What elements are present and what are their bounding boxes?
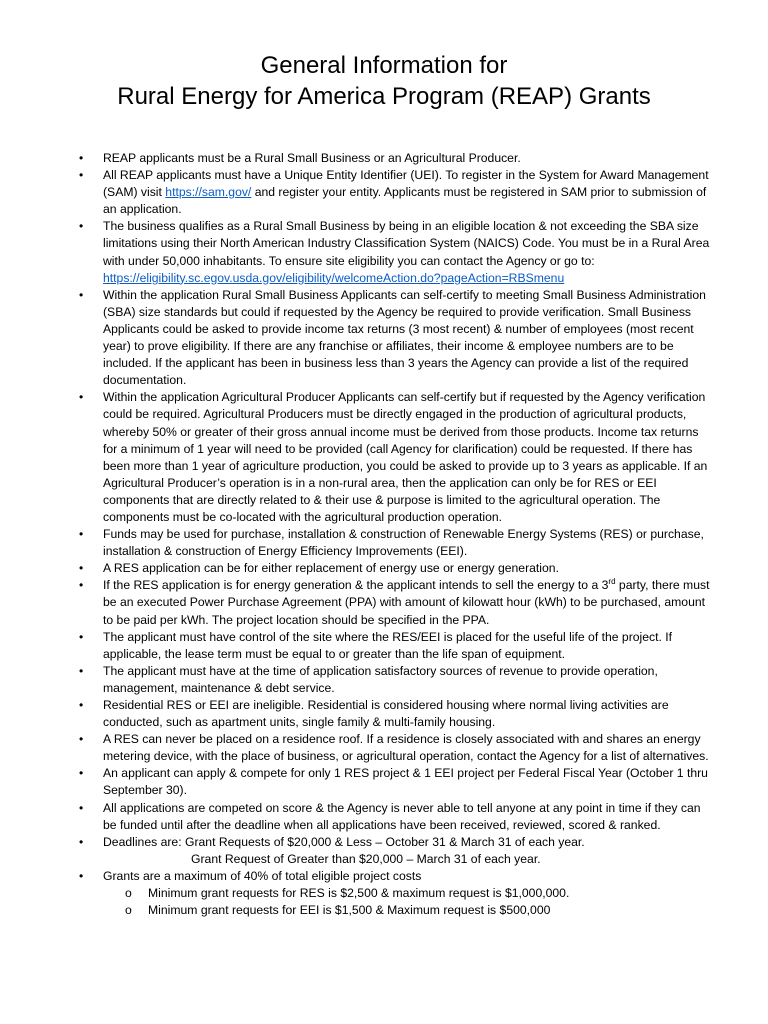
sam-link[interactable]: https://sam.gov/: [165, 185, 252, 200]
list-item: • A RES can never be placed on a residence roof. If a residence is closely associated with and shares an energy metering device, with the place of business, or agricultural operation, contact the Agency for a list of alternatives.: [79, 732, 709, 764]
list-item: • All applications are competed on score & the Agency is never able to tell anyone at any point in time if they can be funded until after the deadline when all applications have been received, reviewed, scored & ranked.: [79, 800, 701, 832]
list-item: • An applicant can apply & compete for only 1 RES project & 1 EEI project per Federal Fiscal Year (October 1 thru September 30).: [79, 766, 708, 798]
list-item: • If the RES application is for energy generation & the applicant intends to sell the energy to a 3rd party, there must be an executed Power Purchase Agreement (PPA) with amount of kilowatt hour (kWh) to be purchased, amount to be paid per kWh. The project location should be specified in the PPA.: [79, 577, 710, 627]
list-item: • REAP applicants must be a Rural Small Business or an Agricultural Producer.: [0, 150, 768, 167]
bullet-icon: •: [79, 698, 84, 712]
bullet-icon: •: [79, 629, 84, 644]
bullet-icon: •: [79, 800, 84, 815]
bullet-icon: •: [79, 527, 84, 542]
list-item: • Within the application Rural Small Business Applicants can self-certify to meeting Small Business Administration (SBA) size standards but could if requested by the Agency be required to provide verification. Small Business Applicants could be asked to provide income tax returns (3 most recent) & number of employees (most recent year) to prove eligibility. If there are any franchise or affiliates, their income & employee numbers are to be included. If the applicant has been in business less than 3 years the Agency can provide a list of the required documentation.: [79, 287, 706, 388]
deadline-line-2: Grant Request of Greater than $20,000 – March 31 of each year.: [191, 851, 541, 866]
bullet-icon: •: [79, 287, 84, 302]
list-item: • The applicant must have control of the site where the RES/EEI is placed for the useful life of the project. If applicable, the lease term must be equal to or greater than the life span of equipment.: [79, 629, 673, 661]
bullet-icon: •: [79, 868, 84, 883]
page-title: [0, 50, 768, 112]
sub-list-item: o Minimum grant requests for EEI is $1,500 & Maximum request is $500,000: [103, 902, 716, 919]
bullet-icon: •: [79, 219, 84, 234]
bullet-icon: •: [79, 390, 84, 405]
sub-bullet-icon: o: [125, 903, 132, 918]
list-item: • Residential RES or EEI are ineligible. Residential is considered housing where normal living activities are conducted, such as apartment units, single family & multi-family housing.: [79, 698, 669, 730]
bullet-icon: •: [79, 561, 84, 576]
bullet-icon: •: [79, 151, 84, 165]
bullet-icon: •: [79, 663, 84, 678]
list-item: • The business qualifies as a Rural Small Business by being in an eligible location & not exceeding the SBA size limitations using their North American Industry Classification System (NAICS) Code. You must be in a Rural Area with under 50,000 inhabitants. To ensure site eligibility you can contact the Agency or go to: https://eligibility.sc.egov.usda.gov/eligibility/welcomeAction.do?pageAction=RBSmenu: [79, 219, 710, 285]
title-line-2: Rural Energy for America Program (REAP) Grants: [117, 83, 651, 110]
list-item: • Grants are a maximum of 40% of total eligible project costs o Minimum grant requests for RES is $2,500 & maximum request is $1,000,000. o Minimum grant requests for EEI is $1,500 & Maximum request is $500,000: [0, 868, 768, 919]
bullet-icon: •: [79, 732, 84, 747]
list-item: • All REAP applicants must have a Unique Entity Identifier (UEI). To register in the System for Award Management (SAM) visit https://sam.gov/ and register your entity. Applicants must be registered in SAM prior to submission of an application.: [79, 168, 709, 217]
bullet-icon: •: [79, 578, 84, 593]
sub-list-item: o Minimum grant requests for RES is $2,500 & maximum request is $1,000,000.: [103, 885, 716, 902]
eligibility-link[interactable]: https://eligibility.sc.egov.usda.gov/eligibility/welcomeAction.do?pageAction=RBSmenu: [103, 270, 565, 285]
list-item: • Within the application Agricultural Producer Applicants can self-certify but if requested by the Agency verification could be required. Agricultural Producers must be directly engaged in the production of agricultural products, whereby 50% or greater of their gross annual income must be derived from those products. Income tax returns for a minimum of 1 year will need to be provided (call Agency for clarification) could be requested. If there has been more than 1 year of agriculture production, you could be asked to provide up to 3 years as applicable. If an Agricultural Producer’s operation is in a non-rural area, then the application can only be for RES or EEI components that are directly related to & their use & purpose is limited to the agricultural operation. The components must be co-located with the agricultural production operation.: [79, 390, 708, 524]
list-item: • A RES application can be for either replacement of energy use or energy generation.: [0, 560, 768, 577]
sub-bullet-icon: o: [125, 886, 132, 901]
bullet-list: [0, 150, 768, 919]
list-item: • Deadlines are: Grant Requests of $20,000 & Less – October 31 & March 31 of each year. Grant Request of Greater than $20,000 – March 31 of each year.: [0, 834, 768, 868]
bullet-icon: •: [79, 834, 84, 849]
bullet-icon: •: [79, 168, 84, 183]
sub-list: [103, 885, 716, 919]
list-item: • Funds may be used for purchase, installation & construction of Renewable Energy Systems (RES) or purchase, installation & construction of Energy Efficiency Improvements (EEI).: [79, 527, 704, 559]
list-item: • The applicant must have at the time of application satisfactory sources of revenue to provide operation, management, maintenance & debt service.: [79, 663, 658, 695]
title-line-1: General Information for: [260, 52, 508, 79]
bullet-icon: •: [79, 766, 84, 781]
